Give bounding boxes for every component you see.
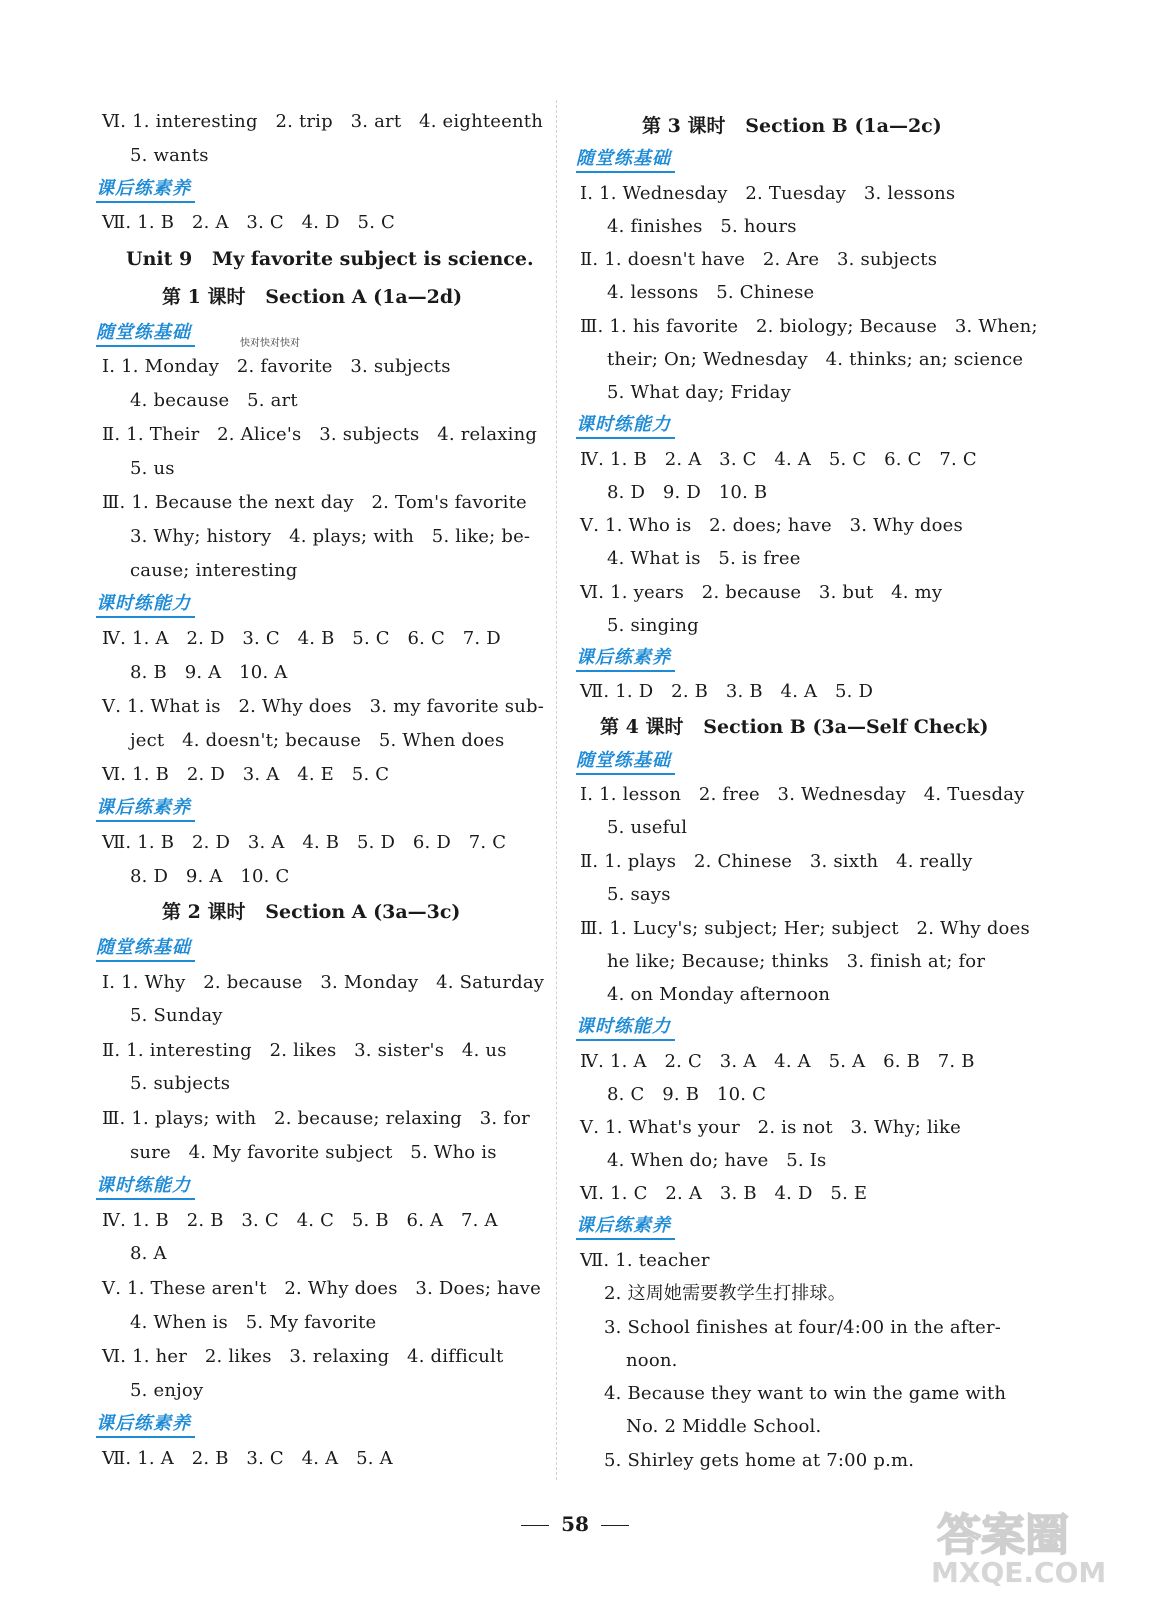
answer-line: 3. School finishes at four/4:00 in the after- [604,1317,1002,1338]
answer-line: Ⅲ. 1. his favorite 2. biology; Because 3. When; [580,316,1038,337]
answer-line: Ⅱ. 1. interesting 2. likes 3. sister's 4. us [102,1040,507,1061]
column-divider [556,100,557,1480]
lesson-heading: 第 3 课时 Section B (1a—2c) [642,115,942,137]
answer-line: Ⅶ. 1. B 2. A 3. C 4. D 5. C [102,212,396,233]
section-label: 课时练能力 [96,593,191,614]
answer-line: Ⅵ. 1. her 2. likes 3. relaxing 4. difficult [102,1346,504,1367]
answer-line: sure 4. My favorite subject 5. Who is [130,1142,497,1163]
answer-line: Ⅶ. 1. D 2. B 3. B 4. A 5. D [580,681,874,702]
answer-line: 5. us [130,458,175,479]
answer-line: Ⅵ. 1. C 2. A 3. B 4. D 5. E [580,1183,868,1204]
svg-text:MXQE.COM: MXQE.COM [931,1556,1107,1586]
page-number: 58 [500,1512,650,1536]
section-label: 课时练能力 [96,1175,191,1196]
answer-line: cause; interesting [130,560,298,581]
answer-line: Ⅴ. 1. These aren't 2. Why does 3. Does; have [102,1278,542,1299]
answer-line: 5. useful [607,817,688,838]
answer-line: 4. What is 5. is free [607,548,801,569]
answer-line: Ⅳ. 1. A 2. D 3. C 4. B 5. C 6. C 7. D [102,628,501,649]
answer-line: Ⅱ. 1. doesn't have 2. Are 3. subjects [580,249,938,270]
answer-line: noon. [626,1350,678,1371]
watermark-logo [929,1506,1129,1586]
answer-line: 4. When is 5. My favorite [130,1312,377,1333]
answer-line: 4. When do; have 5. Is [607,1150,827,1171]
answer-line: Ⅲ. 1. Lucy's; subject; Her; subject 2. Why does [580,918,1030,939]
section-label: 随堂练基础 [96,322,191,343]
answer-line: 2. 这周她需要教学生打排球。 [604,1283,846,1304]
answer-line: Ⅶ. 1. B 2. D 3. A 4. B 5. D 6. D 7. C [102,832,507,853]
answer-line: ject 4. doesn't; because 5. When does [130,730,505,751]
section-label: 课后练素养 [576,647,671,668]
answer-line: 8. D 9. A 10. C [130,866,290,887]
answer-line: 4. because 5. art [130,390,298,411]
answer-line: 4. lessons 5. Chinese [607,282,815,303]
answer-line: 4. Because they want to win the game with [604,1383,1007,1404]
answer-line: Ⅵ. 1. interesting 2. trip 3. art 4. eighteenth [102,111,544,132]
answer-line: Ⅴ. 1. Who is 2. does; have 3. Why does [580,515,963,536]
answer-line: Ⅴ. 1. What is 2. Why does 3. my favorite sub- [102,696,545,717]
section-label: 课后练素养 [96,178,191,199]
answer-line: 4. on Monday afternoon [607,984,831,1005]
answer-line: 5. subjects [130,1073,231,1094]
answer-line: Ⅴ. 1. What's your 2. is not 3. Why; like [580,1117,961,1138]
answer-line: Ⅳ. 1. A 2. C 3. A 4. A 5. A 6. B 7. B [580,1051,975,1072]
answer-line: 8. B 9. A 10. A [130,662,288,683]
section-label: 随堂练基础 [96,937,191,958]
overlay-stamp: 快对快对快对 [240,338,300,349]
section-label: 课后练素养 [96,1413,191,1434]
answer-line: 8. C 9. B 10. C [607,1084,767,1105]
section-label: 随堂练基础 [576,750,671,771]
svg-text:答案圈: 答案圈 [937,1510,1069,1561]
answer-line: 5. says [607,884,671,905]
answer-line: Ⅳ. 1. B 2. B 3. C 4. C 5. B 6. A 7. A [102,1210,498,1231]
section-label: 课时练能力 [576,414,671,435]
answer-line: he like; Because; thinks 3. finish at; for [607,951,986,972]
watermark-logo-icon [929,1506,1129,1586]
section-label: 课后练素养 [96,797,191,818]
answer-line: Ⅰ. 1. Wednesday 2. Tuesday 3. lessons [580,183,956,204]
answer-line: No. 2 Middle School. [626,1416,822,1437]
lesson-heading: 第 4 课时 Section B (3a—Self Check) [600,716,989,738]
answer-line: Ⅰ. 1. lesson 2. free 3. Wednesday 4. Tuesday [580,784,1025,805]
answer-line: 3. Why; history 4. plays; with 5. like; be- [130,526,531,547]
answer-line: 5. Shirley gets home at 7:00 p.m. [604,1450,915,1471]
answer-line: 5. enjoy [130,1380,204,1401]
answer-line: Ⅱ. 1. Their 2. Alice's 3. subjects 4. relaxing [102,424,538,445]
answer-line: Ⅵ. 1. years 2. because 3. but 4. my [580,582,943,603]
unit-title: Unit 9 My favorite subject is science. [126,248,534,270]
answer-line: 5. Sunday [130,1005,223,1026]
answer-line: 4. finishes 5. hours [607,216,797,237]
answer-line: 5. What day; Friday [607,382,791,403]
answer-line: 5. singing [607,615,699,636]
answer-line: Ⅰ. 1. Why 2. because 3. Monday 4. Saturday [102,972,545,993]
answer-line: Ⅲ. 1. Because the next day 2. Tom's favorite [102,492,527,513]
answer-line: Ⅶ. 1. A 2. B 3. C 4. A 5. A [102,1448,393,1469]
answer-line: 5. wants [130,145,209,166]
answer-line: Ⅲ. 1. plays; with 2. because; relaxing 3. for [102,1108,530,1129]
answer-line: 8. D 9. D 10. B [607,482,768,503]
answer-line: their; On; Wednesday 4. thinks; an; science [607,349,1024,370]
answer-line: Ⅱ. 1. plays 2. Chinese 3. sixth 4. really [580,851,973,872]
section-label: 随堂练基础 [576,148,671,169]
answer-line: Ⅶ. 1. teacher [580,1250,710,1271]
answer-line: Ⅰ. 1. Monday 2. favorite 3. subjects [102,356,451,377]
lesson-heading: 第 1 课时 Section A (1a—2d) [162,286,463,308]
section-label: 课后练素养 [576,1215,671,1236]
answer-line: Ⅵ. 1. B 2. D 3. A 4. E 5. C [102,764,390,785]
answer-line: Ⅳ. 1. B 2. A 3. C 4. A 5. C 6. C 7. C [580,449,977,470]
section-label: 课时练能力 [576,1016,671,1037]
answer-line: 8. A [130,1243,167,1264]
lesson-heading: 第 2 课时 Section A (3a—3c) [162,901,461,923]
